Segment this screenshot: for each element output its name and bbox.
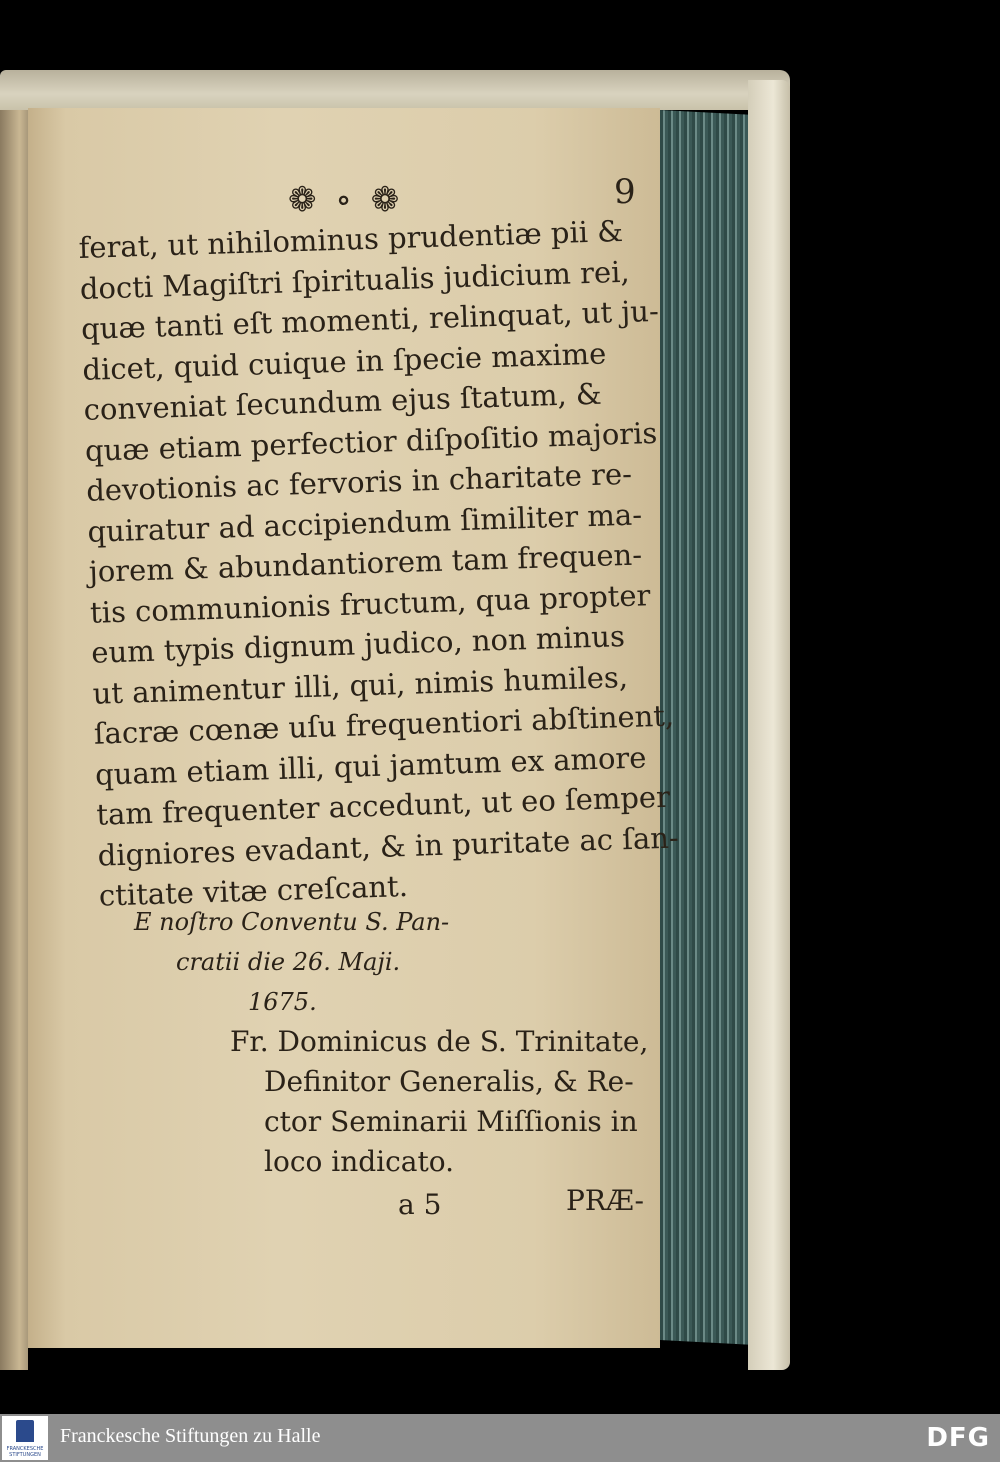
signature-line: Fr. Dominicus de S. Trinitate, [230,1025,649,1058]
dateline-2: cratii die 26. Maji. [176,948,401,976]
dateline-1: E noſtro Conventu S. Pan- [134,908,450,936]
text-line: devotionis ac fervoris in charitate re- [85,456,633,508]
footer-bar [0,1414,1000,1462]
text-line: jorem & abundantiorem tam frequen- [88,537,643,589]
dateline-year: 1675. [248,988,317,1016]
signature-mark: a 5 [398,1188,442,1221]
header-ornament: ❁ ∘ ❁ [288,180,404,220]
signature-line: ctor Seminarii Miſſionis in [264,1105,638,1138]
text-line: quam etiam illi, qui jamtum ex amore [94,739,647,792]
book-cover-top [0,70,790,110]
text-line: conveniat ſecundum ejus ſtatum, & [83,376,603,427]
text-line: tam frequenter accedunt, ut eo ſemper [95,779,671,832]
building-icon [16,1420,34,1442]
book [0,70,790,1370]
logo-text: FRANCKESCHE STIFTUNGEN [6,1446,44,1458]
text-line: ut animentur illi, qui, nimis humiles, [92,659,629,711]
dfg-logo: DFG [926,1423,990,1453]
text-line: quæ etiam perfectior diſpoſitio majoris [84,415,658,468]
institution-label: Franckesche Stiftungen zu Halle [60,1425,321,1447]
text-line: ſacræ cœnæ uſu frequentiori abſtinent, [93,698,675,751]
page-number: 9 [614,172,636,212]
text-line: ctitate vitæ creſcant. [98,868,409,913]
text-line: quiratur ad accipiendum ſimiliter ma- [86,496,643,549]
text-line: eum typis dignum judico, non minus [90,619,626,670]
text-line: quæ tanti eſt momenti, relinquat, ut ju- [80,293,660,346]
text-line: tis communionis fructum, qua propter [89,577,651,630]
book-cover-right [748,80,790,1370]
facing-page-edge [0,110,28,1370]
text-line: digniores evadant, & in puritate ac ſan- [97,819,680,873]
body-text [78,209,699,916]
text-line: dicet, quid cuique in ſpecie maxime [81,335,607,387]
signature-line: loco indicato. [264,1145,455,1178]
book-page [28,108,680,1348]
text-line: docti Magiſtri ſpiritualis judicium rei, [79,254,631,306]
signature-line: Definitor Generalis, & Re- [264,1065,634,1098]
catchword: PRÆ- [566,1184,644,1217]
text-line: ferat, ut nihilominus prudentiæ pii & [78,213,624,265]
franckesche-logo [2,1416,48,1460]
